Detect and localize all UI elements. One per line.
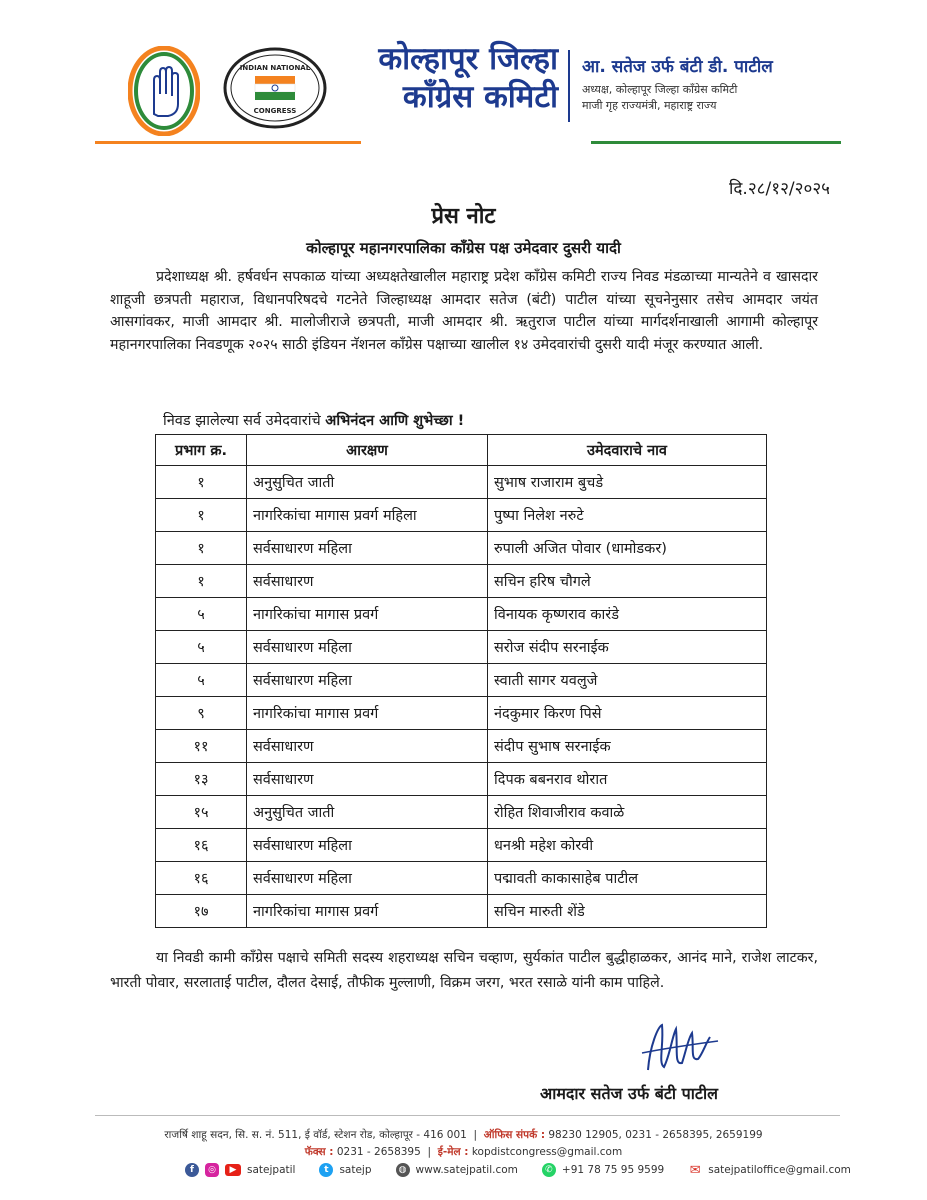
cell-ward-no: १५: [156, 796, 247, 829]
cell-reservation: सर्वसाधारण महिला: [247, 631, 488, 664]
cell-candidate-name: सरोज संदीप सरनाईक: [488, 631, 767, 664]
press-note-title: प्रेस नोट: [431, 204, 496, 229]
cell-candidate-name: सचिन हरिष चौगले: [488, 565, 767, 598]
cell-reservation: नागरिकांचा मागास प्रवर्ग: [247, 598, 488, 631]
cell-ward-no: ५: [156, 598, 247, 631]
committee-title-line2: काँग्रेस कमिटी: [402, 79, 558, 115]
table-row: [156, 499, 767, 532]
congrats-prefix: निवड झालेल्या सर्व उमेदवारांचे: [163, 413, 326, 429]
inc-logo-top-text: INDIAN NATIONAL: [239, 64, 311, 72]
table-row: [156, 565, 767, 598]
social-handle-satejp[interactable]: satejp: [339, 1164, 372, 1176]
congratulations-line: [163, 410, 464, 430]
table-row: [156, 895, 767, 928]
cell-reservation: सर्वसाधारण: [247, 730, 488, 763]
cell-candidate-name: स्वाती सागर यवलुजे: [488, 664, 767, 697]
table-row: [156, 532, 767, 565]
table-row: [156, 763, 767, 796]
fax-number: 0231 - 2658395: [336, 1146, 421, 1158]
footer-divider: [95, 1115, 840, 1116]
cell-candidate-name: विनायक कृष्णराव कारंडे: [488, 598, 767, 631]
facebook-icon[interactable]: f: [185, 1163, 199, 1177]
table-row: [156, 631, 767, 664]
cell-reservation: सर्वसाधारण महिला: [247, 532, 488, 565]
cell-reservation: सर्वसाधारण महिला: [247, 829, 488, 862]
cell-reservation: नागरिकांचा मागास प्रवर्ग: [247, 895, 488, 928]
cell-candidate-name: पद्मावती काकासाहेब पाटील: [488, 862, 767, 895]
cell-candidate-name: दिपक बबनराव थोरात: [488, 763, 767, 796]
signatory-name: आमदार सतेज उर्फ बंटी पाटील: [540, 1084, 718, 1103]
letterhead: [0, 0, 927, 150]
intro-paragraph: प्रदेशाध्यक्ष श्री. हर्षवर्धन सपकाळ यांच्या अध्यक्षतेखालील महाराष्ट्र प्रदेश काँग्रेस कमिटी राज्य निवड मंडळाच्या मान्यतेने व खासदार शाहूजी छत्रपती महाराज, विधानपरिषदचे गटनेते जिल्हाध्यक्ष आमदार सतेज (बंटी) पाटील यांच्या सूचनेनुसार तसेच आमदार जयंत आसगांवकर, माजी आमदार श्री. मालोजीराजे छत्रपती, माजी आमदार श्री. ऋतुराज पाटील यांच्या मार्गदर्शनाखाली आगामी कोल्हापूर महानगरपालिका निवडणूक २०२५ साठी इंडियन नॅशनल काँग्रेस पक्षाच्या खालील १४ उमेदवारांची दुसरी यादी मंजूर करण्यात आली.: [110, 269, 818, 353]
cell-candidate-name: सुभाष राजाराम बुचडे: [488, 466, 767, 499]
office-email[interactable]: satejpatiloffice@gmail.com: [708, 1164, 851, 1176]
cell-ward-no: १: [156, 466, 247, 499]
cell-ward-no: ५: [156, 664, 247, 697]
cell-candidate-name: रुपाली अजित पोवार (धामोडकर): [488, 532, 767, 565]
tricolor-saffron-bar: [95, 141, 361, 144]
cell-candidate-name: रोहित शिवाजीराव कवाळे: [488, 796, 767, 829]
congress-hand-logo: [128, 46, 200, 136]
closing-paragraph: या निवडी कामी काँग्रेस पक्षाचे समिती सदस्य शहराध्यक्ष सचिन चव्हाण, सुर्यकांत पाटील बुद्धीहाळकर, आनंद माने, राजेश लाटकर, भारती पोवार, सरलाताई पाटील, दौलत देसाई, तौफीक मुल्लाणी, विक्रम जरग, भरत रसाळे यांनी काम पाहिले.: [110, 950, 818, 991]
office-address: राजर्षि शाहू सदन, सि. स. नं. 511, ई वॉर्ड, स्टेशन रोड, कोल्हापूर - 416 001: [164, 1129, 467, 1141]
document-date: दि.२८/१२/२०२५: [728, 179, 830, 199]
leader-role: अध्यक्ष, कोल्हापूर जिल्हा काँग्रेस कमिटी: [582, 83, 738, 96]
table-row: [156, 664, 767, 697]
header-ward-no: प्रभाग क्र.: [156, 435, 247, 466]
cell-ward-no: १३: [156, 763, 247, 796]
globe-icon: ◍: [396, 1163, 410, 1177]
table-row: [156, 466, 767, 499]
instagram-icon[interactable]: ◎: [205, 1163, 219, 1177]
cell-reservation: अनुसुचित जाती: [247, 466, 488, 499]
cell-ward-no: १: [156, 565, 247, 598]
header-divider: [568, 50, 570, 122]
table-header-row: [156, 435, 767, 466]
cell-candidate-name: नंदकुमार किरण पिसे: [488, 697, 767, 730]
cell-candidate-name: पुष्पा निलेश नरुटे: [488, 499, 767, 532]
cell-reservation: सर्वसाधारण: [247, 565, 488, 598]
cell-ward-no: १६: [156, 829, 247, 862]
candidate-table-body: [156, 466, 767, 928]
cell-ward-no: १: [156, 499, 247, 532]
table-row: [156, 730, 767, 763]
table-row: [156, 598, 767, 631]
social-links: [185, 1162, 851, 1178]
press-note-subtitle: कोल्हापूर महानगरपालिका काँग्रेस पक्ष उमेदवार दुसरी यादी: [306, 239, 621, 257]
cell-reservation: नागरिकांचा मागास प्रवर्ग: [247, 697, 488, 730]
candidate-table: [155, 434, 767, 928]
youtube-icon[interactable]: ▶: [225, 1164, 241, 1176]
email-label: ई-मेल :: [437, 1146, 469, 1158]
cell-candidate-name: धनश्री महेश कोरवी: [488, 829, 767, 862]
cell-candidate-name: सचिन मारुती शेंडे: [488, 895, 767, 928]
cell-candidate-name: संदीप सुभाष सरनाईक: [488, 730, 767, 763]
cell-reservation: सर्वसाधारण: [247, 763, 488, 796]
handwritten-signature: [628, 1015, 728, 1085]
cell-reservation: सर्वसाधारण महिला: [247, 862, 488, 895]
office-contact-label: ऑफिस संपर्क :: [483, 1129, 546, 1141]
whatsapp-number[interactable]: +91 78 75 95 9599: [561, 1164, 665, 1176]
cell-ward-no: ५: [156, 631, 247, 664]
committee-title: [362, 40, 558, 116]
table-row: [156, 862, 767, 895]
tricolor-green-bar: [591, 141, 841, 144]
office-phones: 98230 12905, 0231 - 2658395, 2659199: [548, 1129, 763, 1141]
social-handle-satejpatil[interactable]: satejpatil: [247, 1164, 296, 1176]
table-row: [156, 829, 767, 862]
table-row: [156, 697, 767, 730]
header-candidate-name: उमेदवाराचे नाव: [488, 435, 767, 466]
committee-title-line1: कोल्हापूर जिल्हा: [378, 41, 558, 77]
cell-reservation: सर्वसाधारण महिला: [247, 664, 488, 697]
cell-ward-no: १: [156, 532, 247, 565]
fax-label: फॅक्स :: [304, 1146, 334, 1158]
cell-ward-no: ११: [156, 730, 247, 763]
inc-flag-logo: [222, 46, 328, 130]
gmail-icon: ✉: [689, 1162, 701, 1178]
website-link[interactable]: www.satejpatil.com: [415, 1164, 518, 1176]
cell-reservation: अनुसुचित जाती: [247, 796, 488, 829]
leader-post: माजी गृह राज्यमंत्री, महाराष्ट्र राज्य: [582, 99, 717, 112]
footer-address-line: राजर्षि शाहू सदन, सि. स. नं. 511, ई वॉर्ड, स्टेशन रोड, कोल्हापूर - 416 001 | ऑफिस संपर्क : 98230 12905, 0231 - 2658395, 2659199: [164, 1129, 763, 1141]
leader-name: आ. सतेज उर्फ बंटी डी. पाटील: [582, 57, 773, 77]
congrats-bold: अभिनंदन आणि शुभेच्छा !: [325, 413, 465, 429]
cell-ward-no: १७: [156, 895, 247, 928]
header-reservation: आरक्षण: [247, 435, 488, 466]
inc-logo-bottom-text: CONGRESS: [253, 107, 297, 115]
tricolor-white-bar: [361, 141, 591, 144]
email-address: kopdistcongress@gmail.com: [471, 1146, 623, 1158]
cell-ward-no: १६: [156, 862, 247, 895]
whatsapp-icon: ✆: [542, 1163, 556, 1177]
footer-contact-line: फॅक्स : 0231 - 2658395 | ई-मेल : kopdistcongress@gmail.com: [304, 1146, 623, 1158]
cell-reservation: नागरिकांचा मागास प्रवर्ग महिला: [247, 499, 488, 532]
table-row: [156, 796, 767, 829]
twitter-icon[interactable]: t: [319, 1163, 333, 1177]
cell-ward-no: ९: [156, 697, 247, 730]
